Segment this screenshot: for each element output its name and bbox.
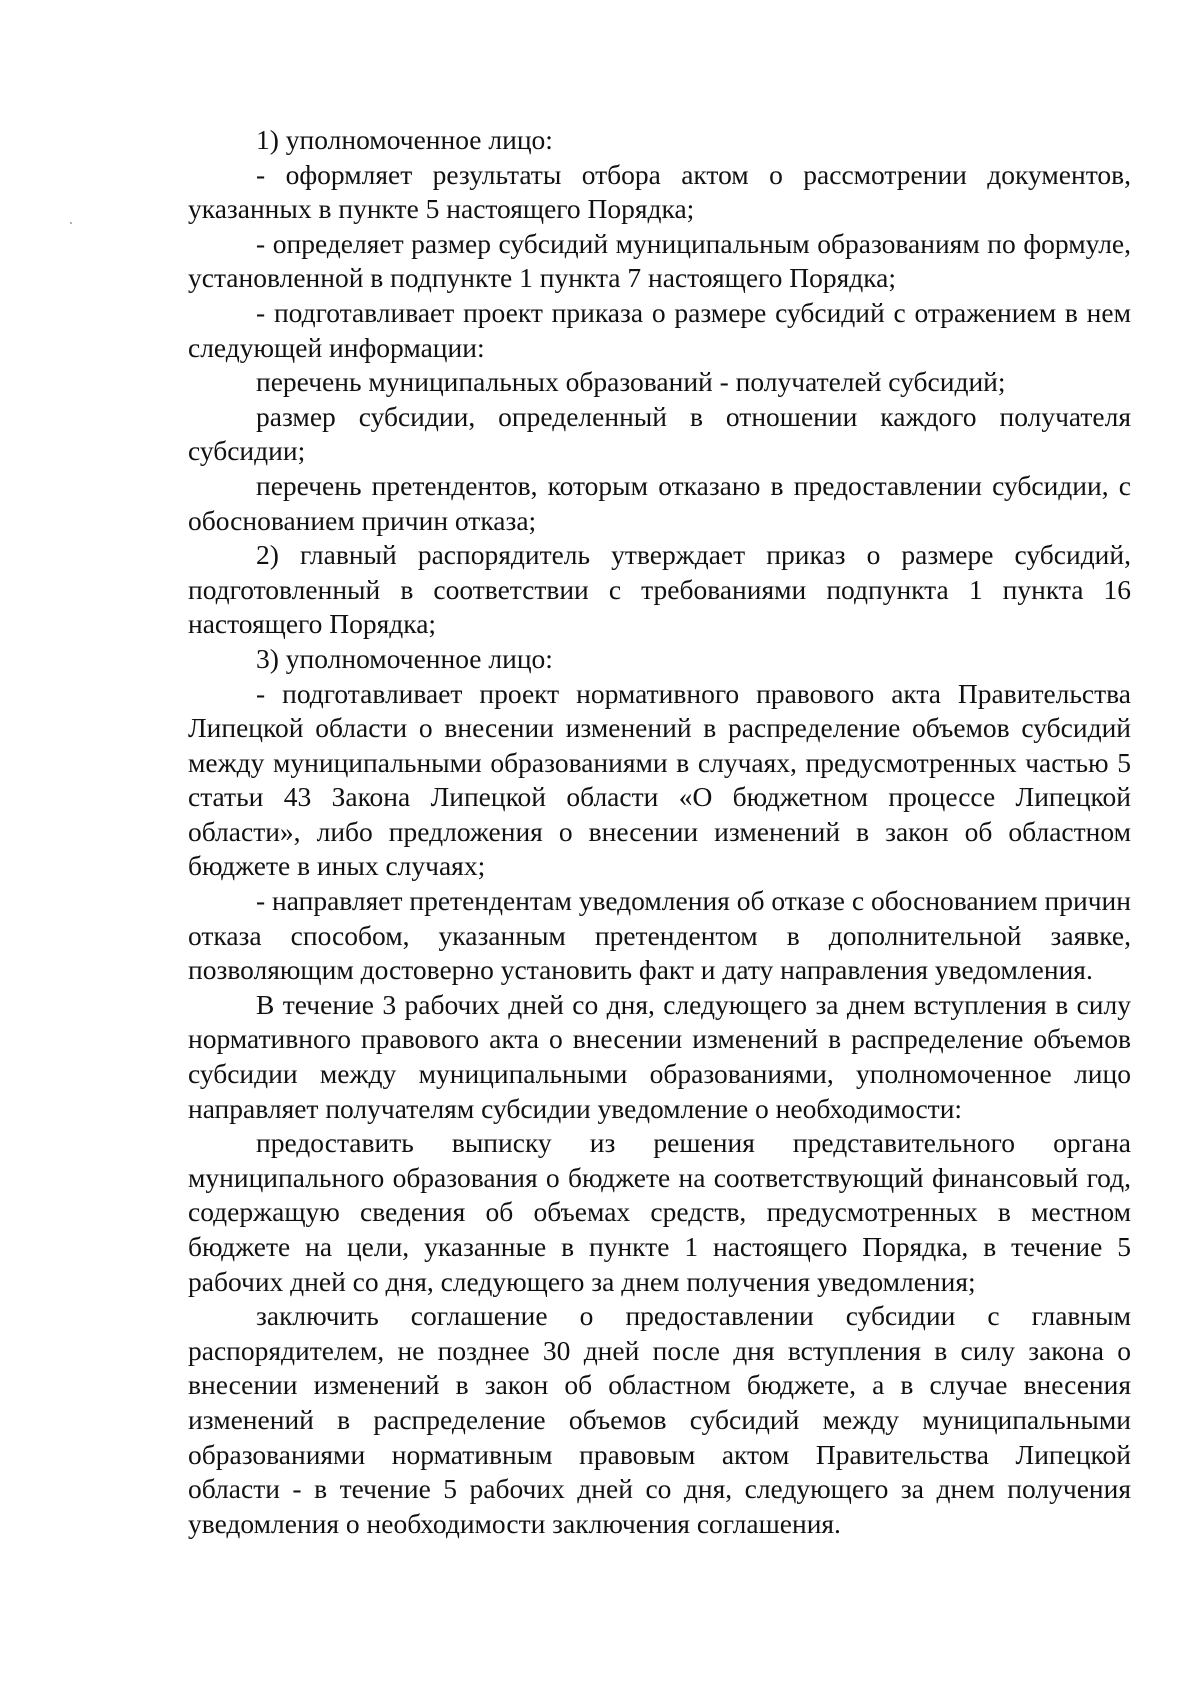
paragraph-draft-order: - подготавливает проект приказа о размере субсидий с отражением в нем следующей информации: xyxy=(188,296,1131,363)
paragraph-subsidy-size: - определяет размер субсидий муниципальным образованиям по формуле, установленной в подпункте 1 пункта 7 настоящего Порядка; xyxy=(188,227,1131,294)
paragraph-provide-extract: предоставить выписку из решения представительного органа муниципального образования о бюджете на соответствующий финансовый год, содержащую сведения об объемах средств, предусмотренных в местном бюджете на цели, указанные в пункте 1 настоящего Порядка, в течение 5 рабочих дней со дня, следующего за днем получения уведомления; xyxy=(188,1127,1131,1297)
paragraph-authorized-person-3: 3) уполномоченное лицо: xyxy=(256,642,553,674)
paragraph-rejection-notice: - направляет претендентам уведомления об отказе с обоснованием причин отказа способом, указанным претендентом в дополнительной заявке, позволяющим достоверно установить факт и дату направления уведомления. xyxy=(188,885,1131,986)
document-body xyxy=(188,123,1131,1541)
paragraph-act-of-review: - оформляет результаты отбора актом о рассмотрении документов, указанных в пункте 5 настоящего Порядка; xyxy=(188,158,1131,225)
paragraph-conclude-agreement: заключить соглашение о предоставлении субсидии с главным распорядителем, не позднее 30 дней после дня вступления в силу закона о внесении изменений в закон об областном бюджете, а в случае внесения изменений в распределение объемов субсидий между муниципальными образованиями нормативным правовым актом Правительства Липецкой области - в течение 5 рабочих дней со дня, следующего за днем получения уведомления о необходимости заключения соглашения. xyxy=(188,1300,1131,1539)
scan-artifact-dot xyxy=(70,222,72,224)
paragraph-three-working-days: В течение 3 рабочих дней со дня, следующего за днем вступления в силу нормативного правового акта о внесении изменений в распределение объемов субсидии между муниципальными образованиями, уполномоченное лицо направляет получателям субсидии уведомление о необходимости: xyxy=(188,988,1131,1124)
paragraph-authorized-person-1: 1) уполномоченное лицо: xyxy=(256,124,553,155)
paragraph-subsidy-per-recipient: размер субсидии, определенный в отношении каждого получателя субсидии; xyxy=(188,400,1131,467)
paragraph-recipients-list: перечень муниципальных образований - получателей субсидий; xyxy=(256,366,1006,398)
paragraph-chief-administrator: 2) главный распорядитель утверждает приказ о размере субсидий, подготовленный в соответствии с требованиями подпункта 1 пункта 16 настоящего Порядка; xyxy=(188,539,1131,640)
paragraph-draft-legal-act: - подготавливает проект нормативного правового акта Правительства Липецкой области о внесении изменений в распределение объемов субсидий между муниципальными образованиями в случаях, предусмотренных частью 5 статьи 43 Закона Липецкой области «О бюджетном процессе Липецкой области», либо предложения о внесении изменений в закон об областном бюджете в иных случаях; xyxy=(188,677,1131,882)
paragraph-rejected-list: перечень претендентов, которым отказано в предоставлении субсидии, с обоснованием причин отказа; xyxy=(188,469,1131,536)
